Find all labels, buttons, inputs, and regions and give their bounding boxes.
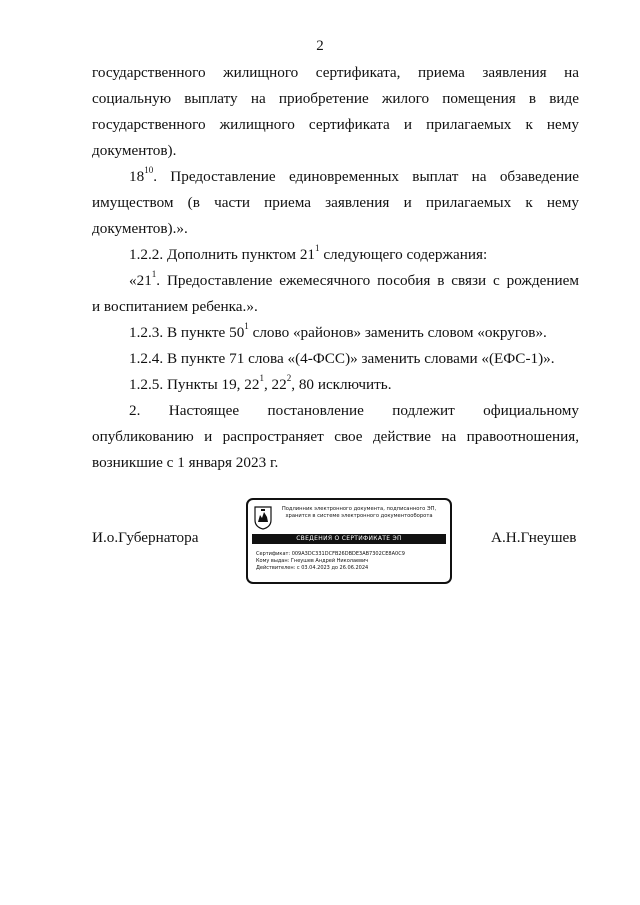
item-1-2-3 [92, 320, 579, 346]
text-line: документов). [92, 142, 177, 159]
stamp-title-bar: СВЕДЕНИЯ О СЕРТИФИКАТЕ ЭП [252, 534, 446, 544]
text-fragment: . Предоставление ежемесячного пособия в связи с рождением [156, 272, 579, 289]
superscript: 1 [259, 372, 264, 383]
stamp-header-line: Подлинник электронного документа, подписанного ЭП, [281, 506, 437, 512]
superscript: 1 [151, 268, 157, 279]
electronic-signature-stamp [246, 498, 452, 584]
certificate-owner: Кому выдан: Гнеушев Андрей Николаевич [256, 558, 369, 564]
item-2 [92, 398, 579, 476]
text-fragment: 1.2.5. Пункты 19, 22 [129, 376, 260, 393]
item-1-2-2 [92, 242, 579, 268]
stamp-header [274, 506, 444, 520]
text-line [92, 242, 579, 268]
text-line: опубликованию и распространяет свое действие на правоотношения, [92, 428, 579, 445]
text-line: возникшие с 1 января 2023 г. [92, 454, 279, 471]
text-line: документов).». [92, 220, 188, 237]
item-1-2-5 [92, 372, 579, 398]
text-fragment: слово «районов» заменить словом «округов». [248, 324, 547, 341]
text-line: и воспитанием ребенка.». [92, 298, 258, 315]
text-line: 2. Настоящее постановление подлежит официальному [129, 402, 579, 419]
text-line: государственного жилищного сертификата, приема заявления на [92, 64, 579, 81]
page-number: 2 [316, 38, 324, 54]
paragraph-18-10 [92, 164, 579, 242]
certificate-number: Сертификат: 009A3DC331DCFB26DBDE3AB7302CE8A0C9 [256, 551, 405, 557]
superscript: 10 [144, 164, 154, 175]
text-line [92, 164, 579, 190]
superscript: 1 [244, 320, 249, 331]
item-1-2-4 [92, 346, 579, 372]
text-line [92, 320, 579, 346]
text-line [92, 268, 579, 294]
text-fragment: 1.2.2. Дополнить пунктом 21 [129, 246, 316, 263]
certificate-validity: Действителен: с 03.04.2023 до 26.06.2024 [256, 565, 369, 571]
superscript: 2 [286, 372, 292, 383]
superscript: 1 [315, 242, 320, 253]
text-fragment: 1.2.3. В пункте 50 [129, 324, 245, 341]
signatory-title: И.о.Губернатора [92, 529, 199, 546]
text-fragment: . Предоставление единовременных выплат на обзаведение [153, 168, 579, 185]
item-number: 18 [129, 168, 145, 185]
text-fragment: , 80 исключить. [291, 376, 392, 393]
coat-of-arms-icon [254, 506, 272, 530]
text-fragment: «21 [129, 272, 152, 289]
text-line: имуществом (в части приема заявления и прилагаемых к нему [92, 194, 579, 211]
text-line: государственного жилищного сертификата и прилагаемых к нему [92, 116, 579, 133]
stamp-header-line: хранится в системе электронного документооборота [285, 513, 433, 519]
signatory-name: А.Н.Гнеушев [491, 529, 577, 546]
text-fragment: следующего содержания: [319, 246, 488, 263]
paragraph-continuation [92, 60, 579, 164]
quoted-paragraph-21-1 [92, 268, 579, 320]
text-line: социальную выплату на приобретение жилого помещения в виде [92, 90, 579, 107]
text-fragment: , 22 [263, 376, 287, 393]
text-line [92, 372, 579, 398]
text-line: 1.2.4. В пункте 71 слова «(4-ФСС)» заменить словами «(ЕФС-1)». [129, 350, 555, 367]
